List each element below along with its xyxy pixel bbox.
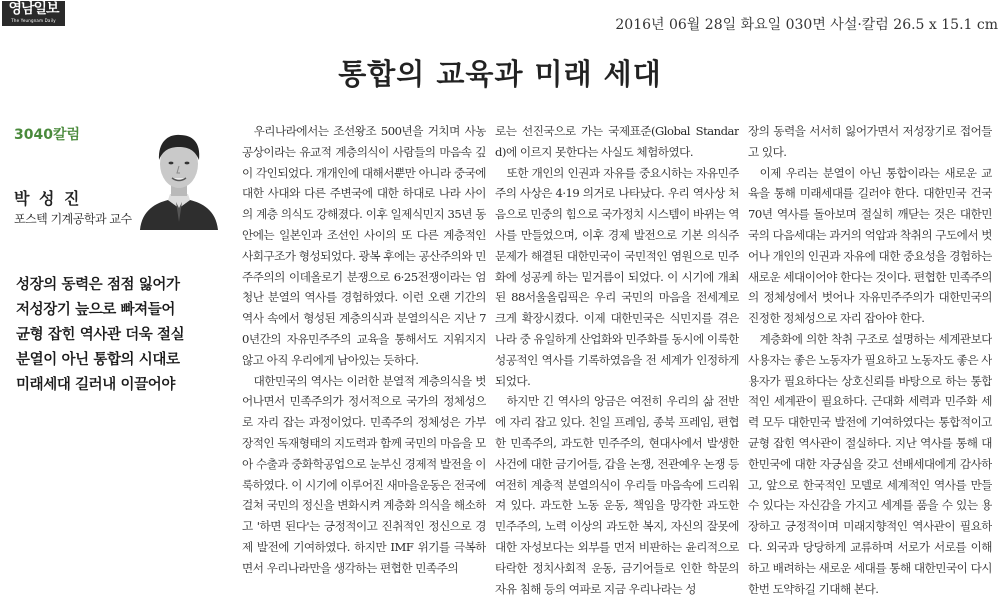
summary-line: 성장의 동력은 점점 잃어가 <box>16 276 180 293</box>
article-headline: 통합의 교육과 미래 세대 <box>338 57 662 91</box>
logo-subtitle: The Yeungnam Daily <box>11 18 56 23</box>
paragraph: 우리나라에서는 조선왕조 500년을 거치며 사농공상이라는 유교적 계층의식이 사람들의 마음속 깊이 각인되었다. 개개인에 대해서뿐만 아니라 중국에 대한 사대와 다른 주변국에 대한 하대로 나라 사이의 계층 의식도 강해졌다. 이후 일제식민지 35년 동안에는 일본인과 조선인 사이의 또 다른 계층적인 사회구조가 형성되었다. 광복 후에는 공산주의와 민주주의의 이데올로기 분쟁으로 6·25전쟁이라는 엄청난 분열의 역사를 경험하였다. 이런 오랜 기간의 역사 속에서 형성된 계층의식과 분열의식은 지난 70년간의 자유민주주의 교육을 통해서도 지워지지 않고 아직 우리에게 남아있는 듯하다. <box>242 124 486 367</box>
paragraph: 계층화에 의한 착취 구조로 설명하는 세계관보다 사용자는 좋은 노동자가 필요하고 노동자도 좋은 사용자가 필요하다는 상호신뢰를 바탕으로 하는 통합적인 세계관이 필요하다. 근대화 세력과 민주화 세력 모두 대한민국 발전에 기여하였다는 통합적이고 균형 잡힌 역사관이 절실하다. 지난 역사를 통해 대한민국에 대한 자긍심을 갖고 선배세대에게 감사하고, 앞으로 한국적인 모델로 세계적인 역사를 만들 수 있다는 자신감을 가지고 세계를 품을 수 있는 용장하고 긍정적이며 미래지향적인 역사관이 필요하다. 외국과 당당하게 교류하며 서로가 서로를 이해하고 배려하는 새로운 세대를 통해 대한민국이 다시 한번 도약하길 기대해 본다. <box>748 331 992 596</box>
paragraph-continued: 로는 선진국으로 가는 국제표준(Global Standard)에 이르지 못한다는 사실도 체험하였다. <box>495 124 739 159</box>
logo-text: 영남일보 <box>8 1 59 17</box>
summary-line: 저성장기 늪으로 빠져들어 <box>16 301 175 318</box>
author-sidebar <box>14 120 226 393</box>
summary-line: 분열이 아닌 통합의 시대로 <box>16 351 180 368</box>
author-affiliation: 포스텍 기계공학과 교수 <box>14 212 132 226</box>
paragraph-continued: 장의 동력을 서서히 잃어가면서 저성장기로 접어들고 있다. <box>748 124 992 159</box>
paragraph: 또한 개인의 인권과 자유를 중요시하는 자유민주주의 사상은 4·19 의거로 나타났다. 우리 역사상 처음으로 민중의 힘으로 국가정치 시스템이 바뀌는 역사를 만들었으며, 이후 경제 발전으로 기본 의식주 문제가 해결된 대한민국이 국민적인 염원으로 민주화에 성공케 하는 밑거름이 되었다. 이 시기에 개최된 88서울올림픽은 우리 국민의 마음을 전세계로 크게 확장시켰다. 이제 대한민국은 식민지를 겪은 나라 중 유일하게 산업화와 민주화를 동시에 이룩한 성공적인 역사를 기록하였음을 전 세계가 인정하게 되었다. <box>495 165 739 388</box>
article-column-1 <box>242 121 486 608</box>
column-label: 3040칼럼 <box>14 127 81 143</box>
publication-date-line: 2016년 06월 28일 화요일 030면 사설·칼럼 26.5 x 15.1 cm <box>615 17 998 33</box>
article-summary <box>16 272 184 397</box>
newspaper-logo <box>2 1 65 26</box>
summary-line: 미래세대 길러내 이끌어야 <box>16 376 175 393</box>
summary-line: 균형 잡힌 역사관 더욱 절실 <box>16 326 185 343</box>
article-column-2 <box>495 121 739 608</box>
author-name: 박 성 진 <box>14 189 82 208</box>
paragraph: 이제 우리는 분열이 아닌 통합이라는 새로운 교육을 통해 미래세대를 길러야 한다. 대한민국 건국 70년 역사를 돌아보며 절실히 깨닫는 것은 대한민국의 다음세대는 과거의 억압과 착취의 구도에서 벗어나 개인의 인권과 자유에 대한 중요성을 경험하는 새로운 세대이어야 한다는 것이다. 편협한 민족주의의 정체성에서 벗어나 자유민주주의가 대한민국의 진정한 정체성으로 자리 잡아야 한다. <box>748 165 992 326</box>
paragraph: 하지만 긴 역사의 앙금은 여전히 우리의 삶 전반에 자리 잡고 있다. 친일 프레임, 종북 프레임, 편협한 민족주의, 과도한 민주주의, 현대사에서 발생한 사건에 대한 금기어들, 갑을 논쟁, 전관예우 논쟁 등 여전히 계층적 분열의식이 우리들 마음속에 드리워져 있다. 과도한 노동 운동, 책임을 망각한 과도한 민주주의, 노력 이상의 과도한 복지, 자신의 잘못에 대한 자성보다는 외부를 먼저 비판하는 윤리적으로 타락한 정치사회적 운동, 금기어들로 인한 학문의 자유 침해 등의 여파로 지금 우리나라는 성 <box>495 394 739 596</box>
article-column-3 <box>748 121 992 608</box>
author-photo <box>138 126 220 230</box>
paragraph: 대한민국의 역사는 이러한 분열적 계층의식을 벗어나면서 민족주의가 정서적으로 국가의 정체성으로 자리 잡는 과정이었다. 민족주의 정체성은 가부장적인 독재형태의 지도력과 함께 국민의 마음을 모아 수출과 중화학공업으로 눈부신 경제적 발전을 이룩하였다. 이 시기에 이루어진 새마을운동은 전국에 걸쳐 국민의 정신을 변화시켜 계층화 의식을 해소하고 '하면 된다'는 긍정적이고 진취적인 정신으로 경제 발전에 기여하였다. 하지만 IMF 위기를 극복하면서 우리나라만을 생각하는 편협한 민족주의 <box>242 373 486 575</box>
